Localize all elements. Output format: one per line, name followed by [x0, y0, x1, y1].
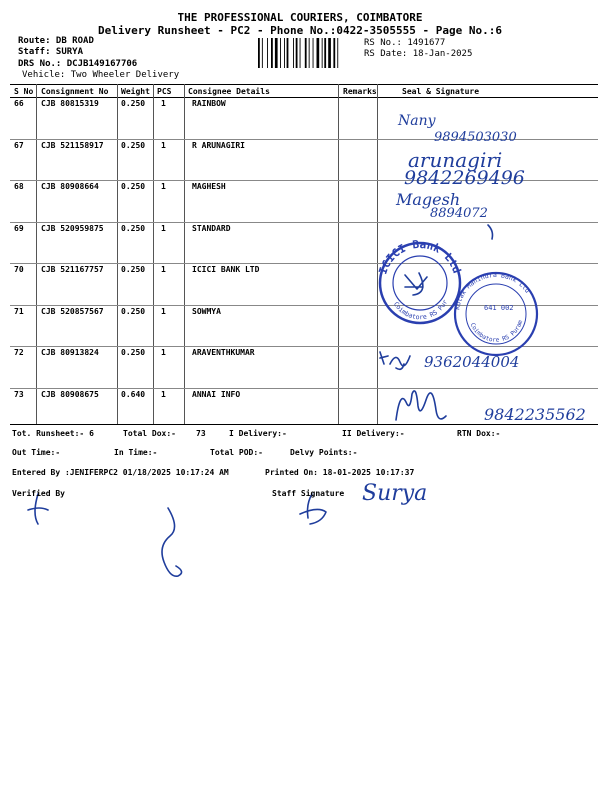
signature-row72-icon	[380, 352, 410, 369]
handwritten-phone-73: 9842235562	[484, 405, 586, 424]
i-delivery: I Delivery:-	[229, 429, 287, 438]
handwritten-name-67: arunagiri	[408, 148, 503, 172]
row-consignment: CJB 80913824	[41, 348, 99, 357]
row-weight: 0.250	[121, 265, 146, 274]
row-sno: 70	[14, 265, 24, 274]
ii-delivery: II Delivery:-	[342, 429, 405, 438]
row-consignee: R ARUNAGIRI	[192, 140, 245, 150]
row-consignment: CJB 520857567	[41, 306, 104, 316]
pen-stroke-icon	[488, 225, 493, 239]
row-sno: 71	[14, 306, 24, 316]
row-pcs: 1	[161, 140, 166, 150]
row-consignment: CJB 520959875	[41, 223, 104, 233]
total-dox-label: Total Dox:-	[123, 429, 176, 438]
rs-number: RS No.: 1491677	[364, 38, 446, 48]
row-sno: 66	[14, 99, 24, 108]
svg-text:Coimbatore RS Puram Branch: Coimbatore RS Pur	[391, 298, 450, 322]
row-pcs: 1	[161, 182, 166, 191]
staff-label: Staff: SURYA	[18, 47, 84, 57]
staff-signature-label: Staff Signature	[272, 489, 345, 498]
delivery-points: Delvy Points:-	[290, 448, 358, 457]
row-sno: 67	[14, 140, 24, 150]
row-sno: 72	[14, 348, 24, 357]
row-consignment: CJB 521167757	[41, 265, 104, 274]
row-pcs: 1	[161, 223, 166, 233]
svg-text:ICICI Bank Ltd: ICICI Bank Ltd	[376, 237, 464, 276]
row-consignee: MAGHESH	[192, 182, 226, 191]
row-consignee: ARAVENTHKUMAR	[192, 348, 255, 357]
row-weight: 0.250	[121, 182, 146, 191]
sheet-title: Delivery Runsheet - PC2 - Phone No.:0422-3505555 - Page No.:6	[98, 24, 502, 37]
row-weight: 0.250	[121, 99, 146, 108]
row-pcs: 1	[161, 265, 166, 274]
handwritten-phone-67: 9842269496	[404, 167, 525, 189]
signature-row73-icon	[396, 391, 446, 420]
row-weight: 0.250	[121, 140, 146, 150]
svg-text:Coimbatore RS Puram Branch: Coimbatore RS Puram	[468, 319, 525, 344]
handwritten-name-68: Magesh	[396, 190, 461, 209]
row-consignee: ANNAI INFO	[192, 389, 241, 399]
in-time: In Time:-	[114, 448, 158, 457]
row-consignee: SOWMYA	[192, 306, 221, 316]
row-consignee: ICICI BANK LTD	[192, 265, 260, 274]
col-pcs: PCS	[157, 87, 172, 96]
col-sno: S No	[14, 87, 34, 96]
route-label: Route: DB ROAD	[18, 36, 94, 46]
col-seal-signature: Seal & Signature	[402, 87, 480, 96]
row-consignee: STANDARD	[192, 223, 231, 233]
row-sno: 68	[14, 182, 24, 191]
printed-on: Printed On: 18-01-2025 10:17:37	[265, 468, 415, 477]
row-sno: 73	[14, 389, 24, 399]
handwritten-phone-66: 9894503030	[434, 130, 517, 145]
row-pcs: 1	[161, 99, 166, 108]
company-name: THE PROFESSIONAL COURIERS, COIMBATORE	[177, 11, 423, 24]
row-consignee: RAINBOW	[192, 99, 226, 108]
handwritten-name-66: Nany	[398, 113, 436, 129]
row-weight: 0.250	[121, 348, 146, 357]
staff-signature-handwritten: Surya	[362, 481, 428, 506]
handwritten-phone-68: 8894072	[430, 206, 488, 221]
verified-by-label: Verified By	[12, 489, 65, 498]
row-pcs: 1	[161, 348, 166, 357]
row-consignment: CJB 521158917	[41, 140, 104, 150]
handwritten-phone-72: 9362044004	[424, 353, 520, 371]
svg-text:Kotak Mahindra Bank Ltd: Kotak Mahindra Bank Ltd	[453, 270, 532, 311]
rs-date: RS Date: 18-Jan-2025	[364, 49, 473, 59]
total-pod: Total POD:-	[210, 448, 263, 457]
col-consignee: Consignee Details	[188, 87, 270, 96]
row-consignment: CJB 80908664	[41, 182, 99, 191]
row-weight: 0.250	[121, 306, 146, 316]
total-runsheet: Tot. Runsheet:- 6	[12, 429, 94, 438]
total-dox-value: 73	[196, 429, 206, 438]
verifier-signature-icon	[28, 494, 182, 576]
row-weight: 0.250	[121, 223, 146, 233]
row-consignment: CJB 80908675	[41, 389, 99, 399]
icici-stamp-icon	[0, 0, 463, 323]
row-pcs: 1	[161, 389, 166, 399]
drs-number: DRS No.: DCJB149167706	[18, 59, 138, 69]
rtn-dox: RTN Dox:-	[457, 429, 501, 438]
col-consignment: Consignment No	[41, 87, 109, 96]
vehicle-label: Vehicle: Two Wheeler Delivery	[22, 70, 180, 80]
row-pcs: 1	[161, 306, 166, 316]
row-weight: 0.640	[121, 389, 146, 399]
staff-initial-icon	[300, 494, 326, 524]
svg-text:641 002: 641 002	[484, 304, 514, 312]
row-sno: 69	[14, 223, 24, 233]
col-weight: Weight	[121, 87, 150, 96]
col-remarks: Remarks	[343, 87, 377, 96]
row-consignment: CJB 80815319	[41, 99, 99, 108]
entered-by: Entered By :JENIFERPC2 01/18/2025 10:17:24 AM	[12, 468, 229, 477]
out-time: Out Time:-	[12, 448, 61, 457]
